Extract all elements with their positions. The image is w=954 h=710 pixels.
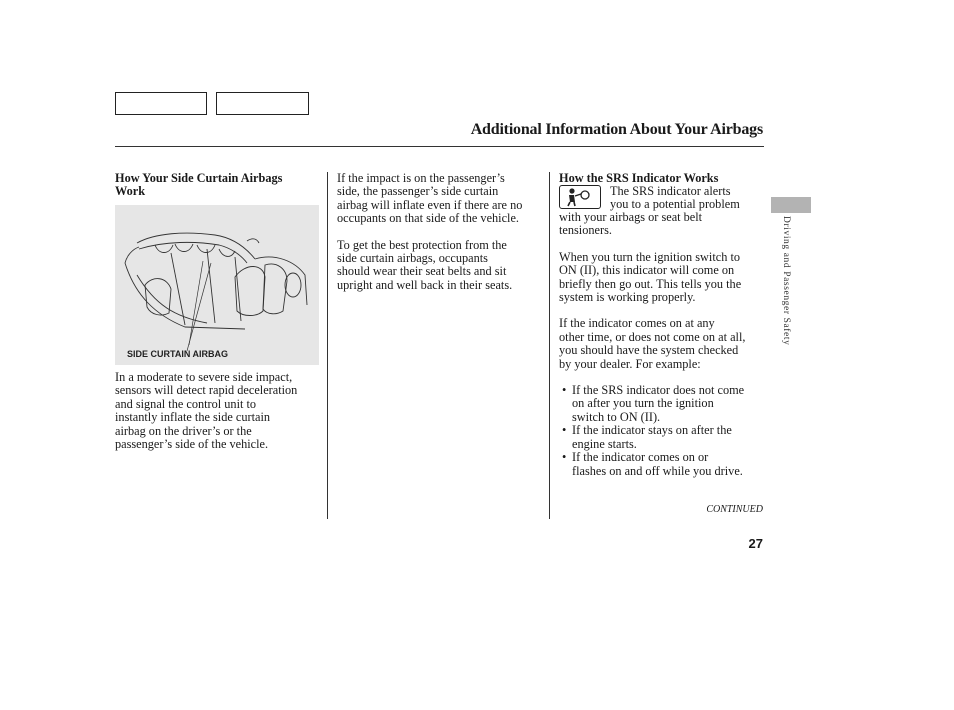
srs-intro-rest: with your airbags or seat belt tensioners. xyxy=(559,210,703,238)
list-item: • If the indicator stays on after the engine starts. xyxy=(559,424,771,451)
best-protection-paragraph: To get the best protection from the side curtain airbags, occupants should wear their seat belts and sit upright and well back in their seats. xyxy=(337,237,513,292)
passenger-impact-paragraph: If the impact is on the passenger’s side, the passenger’s side curtain airbag will inflate even if there are no occupants on that side of the vehicle. xyxy=(337,171,523,226)
nav-box-1[interactable] xyxy=(115,92,207,115)
figure-label: SIDE CURTAIN AIRBAG xyxy=(127,349,228,359)
section-side-tab[interactable] xyxy=(771,197,811,213)
ignition-paragraph: When you turn the ignition switch to ON (II), this indicator will come on briefly then go out. This tells you the system is working properly. xyxy=(559,249,742,305)
title-rule xyxy=(115,146,764,147)
srs-intro-line-2: you to a potential problem xyxy=(610,197,740,211)
column-1-paragraph xyxy=(115,371,325,451)
column-divider-1 xyxy=(327,172,328,519)
indicator-check-paragraph: If the indicator comes on at any other time, or does not come on at all, you should have the system checked by your dealer. For example: xyxy=(559,316,746,371)
column-2 xyxy=(337,172,547,292)
list-item: • If the SRS indicator does not come on after you turn the ignition switch to ON (II). xyxy=(559,384,771,424)
page-number: 27 xyxy=(748,536,763,551)
continued-label: CONTINUED xyxy=(706,504,763,515)
column-1 xyxy=(115,172,325,199)
car-interior-drawing xyxy=(115,205,319,365)
section-heading-srs-indicator: How the SRS Indicator Works xyxy=(559,171,719,185)
page-title: Additional Information About Your Airbags xyxy=(470,121,763,138)
srs-indicator-icon xyxy=(559,185,601,209)
side-curtain-airbag-illustration xyxy=(115,205,319,365)
srs-intro-line-1: The SRS indicator alerts xyxy=(610,184,731,198)
section-heading-side-curtain: How Your Side Curtain Airbags Work xyxy=(115,171,283,199)
list-item: • If the indicator comes on or flashes on and off while you drive. xyxy=(559,451,771,478)
column-3-body xyxy=(559,211,771,478)
examples-list xyxy=(559,384,771,478)
nav-box-2[interactable] xyxy=(216,92,309,115)
section-side-label: Driving and Passenger Safety xyxy=(781,216,791,346)
column-divider-2 xyxy=(549,172,550,519)
side-impact-paragraph: In a moderate to severe side impact, sensors will detect rapid deceleration and signal the control unit to instantly inflate the side curtain airbag on the driver’s or the passenger’s side of the vehicle. xyxy=(115,370,298,452)
